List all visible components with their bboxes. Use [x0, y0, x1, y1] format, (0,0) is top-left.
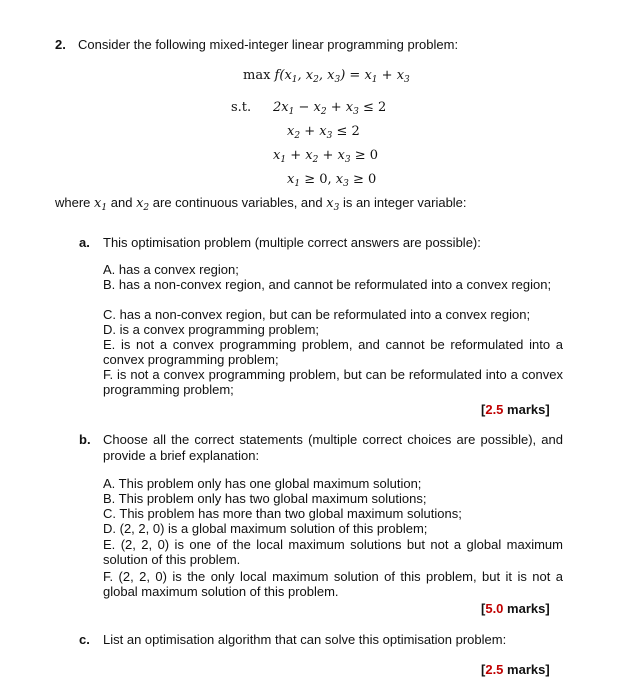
part-a-prompt: This optimisation problem (multiple correct answers are possible):	[103, 235, 481, 250]
where-integer: is an integer variable:	[342, 195, 467, 210]
st-label: s.t.	[231, 100, 252, 115]
question-intro: Consider the following mixed-integer linear programming problem:	[78, 37, 459, 52]
part-a-option: D. is a convex programming problem;	[103, 322, 320, 337]
part-a-option: C. has a non-convex region, but can be reformulated into a convex region;	[103, 307, 531, 322]
part-c-marks: [2.5 marks]	[481, 662, 550, 677]
part-c-marks-value: 2.5	[485, 662, 504, 677]
part-b-option: B. This problem only has two global maximum solutions;	[103, 491, 427, 506]
part-a-option: F. is not a convex programming problem, but can be reformulated into a convex programming problem;	[103, 367, 563, 397]
where-continuous: are continuous variables, and	[152, 195, 323, 210]
part-b-marks-word: marks	[507, 601, 546, 616]
part-b-marks: [5.0 marks]	[481, 601, 550, 616]
part-b-option: D. (2, 2, 0) is a global maximum solution of this problem;	[103, 521, 428, 536]
where-and: and	[110, 195, 133, 210]
constraint-3: $x_1 + x_2 + x_3 \ge 0$	[273, 148, 379, 165]
objective-op: max	[243, 68, 271, 83]
objective-function: $\max f(x_1$, $x_2$, $x_3) = x_1 + x_3$	[243, 68, 410, 85]
constraint-4: $x_1 \ge 0$, $x_3 \ge 0$	[287, 172, 377, 189]
constraint-2: $x_2 + x_3 \le 2$	[287, 124, 360, 141]
part-b-option: C. This problem has more than two global maximum solutions;	[103, 506, 462, 521]
part-b-label: b.	[79, 432, 91, 447]
part-a-label: a.	[79, 235, 90, 250]
part-b-option: A. This problem only has one global maximum solution;	[103, 476, 422, 491]
part-c-marks-word: marks	[507, 662, 546, 677]
part-a-option: A. has a convex region;	[103, 262, 239, 277]
part-b-option: E. (2, 2, 0) is one of the local maximum solutions but not a global maximum solution of this problem.	[103, 537, 563, 567]
part-a-option: B. has a non-convex region, and cannot be reformulated into a convex region;	[103, 277, 552, 292]
part-c-label: c.	[79, 632, 90, 647]
question-number: 2.	[55, 37, 66, 52]
part-b-option: F. (2, 2, 0) is the only local maximum solution of this problem, but it is not a global maximum solution of this problem.	[103, 569, 563, 599]
where-prefix: where	[55, 195, 91, 210]
part-b-marks-value: 5.0	[485, 601, 504, 616]
constraint-1: $2x_1 - x_2 + x_3 \le 2$	[273, 100, 387, 117]
variable-description: where $x_1$ and $x_2$ are continuous variables, and $x_3$ is an integer variable:	[55, 195, 467, 213]
part-a-marks-value: 2.5	[485, 402, 504, 417]
part-b-prompt: Choose all the correct statements (multiple correct choices are possible), and provide a brief explanation:	[103, 432, 563, 463]
part-a-option: E. is not a convex programming problem, and cannot be reformulated into a convex programming problem;	[103, 337, 563, 367]
part-a-marks: [2.5 marks]	[481, 402, 550, 417]
part-a-marks-word: marks	[507, 402, 546, 417]
part-c-prompt: List an optimisation algorithm that can solve this optimisation problem:	[103, 632, 507, 647]
